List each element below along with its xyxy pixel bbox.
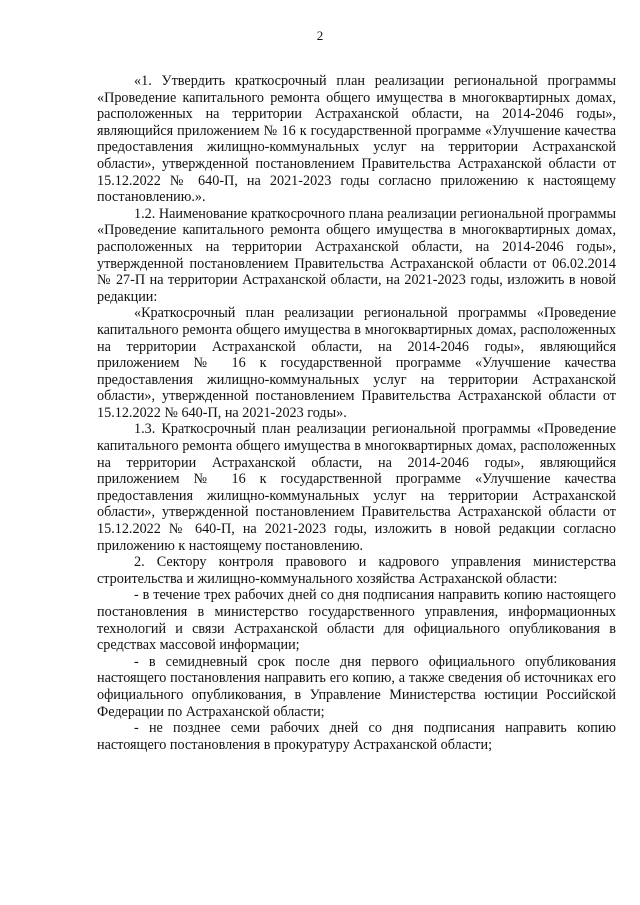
page-number: 2 bbox=[316, 28, 324, 43]
document-body bbox=[97, 73, 616, 753]
paragraph-item-1-2: 1.2. Наименование краткосрочного плана реализации региональной программы «Проведение капитального ремонта общего имущества в многоквартирных домах, расположенных на территории Астраханской области, на 2014-2046 годы», утвержденной постановлением Правительства Астраханской области от 06.02.2014 № 27-П на территории Астраханской области, на 2021-2023 годы, изложить в новой редакции: bbox=[97, 205, 616, 305]
paragraph-item-2: 2. Сектору контроля правового и кадрового управления министерства строительства и жилищно-коммунального хозяйства Астраханской области: bbox=[97, 554, 616, 587]
paragraph-item-1-3: 1.3. Краткосрочный план реализации региональной программы «Проведение капитального ремонта общего имущества в многоквартирных домах, расположенных на территории Астраханской области, на 2014-2046 годы», являющийся приложением № 16 к государственной программе «Улучшение качества предоставления жилищно-коммунальных услуг на территории Астраханской области», утвержденной постановлением Правительства Астраханской области от 15.12.2022 № 640-П, на 2021-2023 годы, изложить в новой редакции согласно приложению к настоящему постановлению. bbox=[97, 421, 616, 554]
list-item-publication: - в течение трех рабочих дней со дня подписания направить копию настоящего постановления в министерство государственного управления, информационных технологий и связи Астраханской области для официального опубликования в средствах массовой информации; bbox=[97, 587, 616, 654]
paragraph-new-title: «Краткосрочный план реализации региональной программы «Проведение капитального ремонта общего имущества в многоквартирных домах, расположенных на территории Астраханской области, на 2014-2046 годы», являющийся приложением № 16 к государственной программе «Улучшение качества предоставления жилищно-коммунальных услуг на территории Астраханской области», утвержденной постановлением Правительства Астраханской области от 15.12.2022 № 640-П, на 2021-2023 годы». bbox=[97, 305, 616, 421]
list-item-ministry-of-justice: - в семидневный срок после дня первого официального опубликования настоящего постановления направить его копию, а также сведения об источниках его официального опубликования, в Управление Министерства юстиции Российской Федерации по Астраханской области; bbox=[97, 653, 616, 720]
paragraph-item-1: «1. Утвердить краткосрочный план реализации региональной программы «Проведение капитального ремонта общего имущества в многоквартирных домах, расположенных на территории Астраханской области, на 2014-2046 годы», являющийся приложением № 16 к государственной программе «Улучшение качества предоставления жилищно-коммунальных услуг на территории Астраханской области», утвержденной постановлением Правительства Астраханской области от 15.12.2022 № 640-П, на 2021-2023 годы согласно приложению к настоящему постановлению.». bbox=[97, 73, 616, 206]
list-item-prosecutor: - не позднее семи рабочих дней со дня подписания направить копию настоящего постановления в прокуратуру Астраханской области; bbox=[97, 720, 616, 753]
